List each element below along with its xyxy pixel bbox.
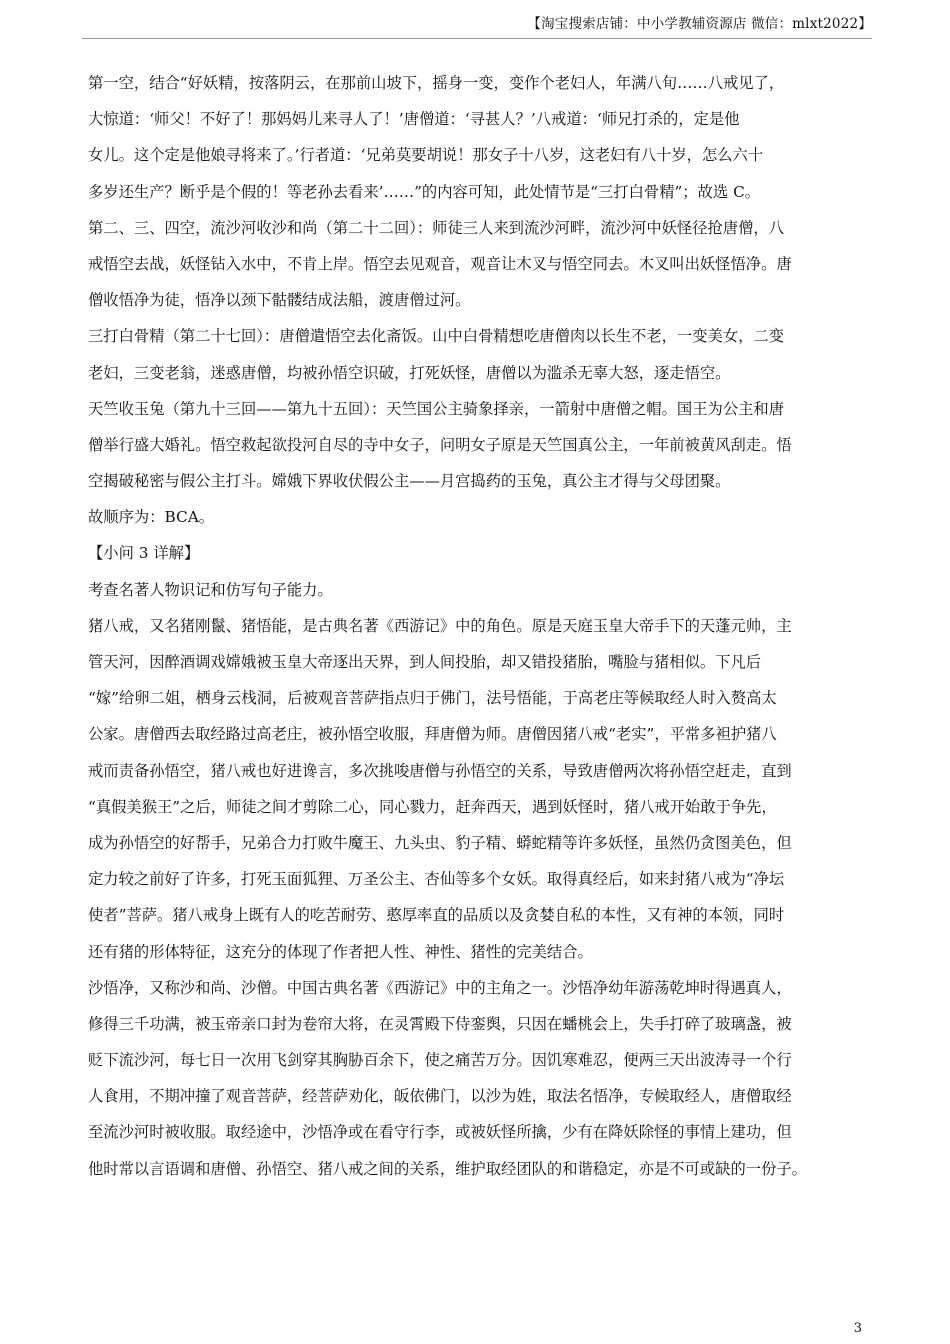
text-line: 还有猪的形体特征，这充分的体现了作者把人性、神性、猪性的完美结合。	[88, 942, 593, 961]
text-line: 使者”菩萨。猪八戒身上既有人的吃苦耐劳、憨厚率直的品质以及贪婪自私的本性，又有神的本领，同时	[88, 906, 785, 925]
text-line: 天竺收玉兔（第九十三回——第九十五回）：天竺国公主骑象择亲，一箭射中唐僧之帽。国王为公主和唐	[88, 399, 785, 418]
text-line: 僧收悟净为徒，悟净以颈下骷髅结成法船，渡唐僧过河。	[88, 291, 471, 310]
text-line: 三打白骨精（第二十七回）：唐僧遣悟空去化斋饭。山中白骨精想吃唐僧肉以长生不老，一变美女，二变	[88, 327, 785, 346]
section-heading: 【小问 3 详解】	[88, 544, 200, 563]
text-line: 修得三千功满，被玉帝亲口封为卷帘大将，在灵霄殿下侍銮舆，只因在蟠桃会上，失手打碎了玻璃盏，被	[88, 1014, 792, 1033]
text-line: 考查名著人物识记和仿写句子能力。	[88, 580, 333, 599]
text-line: “真假美猴王”之后，师徒之间才剪除二心，同心戮力，赶奔西天，遇到妖怪时，猪八戒开始敢于争先，	[88, 797, 777, 816]
text-line: 猪八戒，又名猪刚鬣、猪悟能，是古典名著《西游记》中的角色。原是天庭玉皇大帝手下的天蓬元帅，主	[88, 616, 792, 635]
text-line: 至流沙河时被收服。取经途中，沙悟净或在看守行李，或被妖怪所擒，少有在降妖除怪的事情上建功，但	[88, 1123, 792, 1142]
answer-line: 故顺序为：BCA。	[88, 508, 215, 527]
text-line: 僧举行盛大婚礼。悟空救起欲投河自尽的寺中女子，问明女子原是天竺国真公主，一年前被黄风刮走。悟	[88, 435, 792, 454]
text-line: 管天河，因醉酒调戏嫦娥被玉皇大帝逐出天界，到人间投胎，却又错投猪胎，嘴脸与猪相似。下凡后	[88, 653, 762, 671]
text-line: 第二、三、四空，流沙河收沙和尚（第二十二回）：师徒三人来到流沙河畔，流沙河中妖怪径抢唐僧，八	[88, 218, 785, 237]
text-line: 戒而责备孙悟空，猪八戒也好进谗言，多次挑唆唐僧与孙悟空的关系，导致唐僧两次将孙悟空赶走，直到	[88, 761, 792, 780]
header-divider	[82, 38, 872, 39]
text-line: 老妇，三变老翁，迷惑唐僧，均被孙悟空识破，打死妖怪，唐僧以为滥杀无辜大怒，逐走悟空。	[88, 363, 731, 382]
text-line: 大惊道：‘师父！不好了！那妈妈儿来寻人了！’唐僧道：‘寻甚人？’八戒道：‘师兄打杀的，定是他	[88, 110, 740, 129]
text-line: 人食用，不期冲撞了观音菩萨，经菩萨劝化，皈依佛门，以沙为姓，取法名悟净，专候取经人，唐僧取经	[88, 1087, 792, 1106]
text-line: 沙悟净，又称沙和尚、沙僧。中国古典名著《西游记》中的主角之一。沙悟净幼年游荡乾坤时得遇真人，	[88, 978, 792, 997]
document-body	[88, 72, 870, 1180]
text-line: 女儿。这个定是他娘寻将来了。’行者道：‘兄弟莫要胡说！那女子十八岁，这老妇有八十岁，怎么六十	[88, 146, 764, 165]
text-line: 成为孙悟空的好帮手，兄弟合力打败牛魔王、九头虫、豹子精、蟒蛇精等许多妖怪，虽然仍贪图美色，但	[88, 833, 792, 852]
store-info-header: 【淘宝搜索店铺：中小学教辅资源店 微信：mlxt2022】	[527, 16, 872, 32]
text-line: “嫁”给卵二姐，栖身云栈洞，后被观音菩萨指点归于佛门，法号悟能，于高老庄等候取经人时入赘高太	[88, 689, 777, 708]
text-line: 公家。唐僧西去取经路过高老庄，被孙悟空收服，拜唐僧为师。唐僧因猪八戒“老实”，平常多袒护猪八	[88, 725, 777, 744]
page-number: 3	[853, 1321, 862, 1336]
text-line: 戒悟空去战，妖怪钻入水中，不肯上岸。悟空去见观音，观音让木叉与悟空同去。木叉叫出妖怪悟净。唐	[88, 254, 792, 273]
text-line: 贬下流沙河，每七日一次用飞剑穿其胸胁百余下，使之痛苦万分。因饥寒难忍，便两三天出波涛寻一个行	[88, 1051, 792, 1070]
text-line: 空揭破秘密与假公主打斗。嫦娥下界收伏假公主——月宫捣药的玉兔，真公主才得与父母团聚。	[88, 472, 731, 491]
text-line: 多岁还生产？断乎是个假的！等老孙去看来’……”的内容可知，此处情节是“三打白骨精”；故选 C。	[88, 182, 761, 201]
text-line: 他时常以言语调和唐僧、孙悟空、猪八戒之间的关系，维护取经团队的和谐稳定，亦是不可或缺的一份子。	[88, 1159, 807, 1178]
text-line: 第一空，结合“好妖精，按落阴云，在那前山坡下，摇身一变，变作个老妇人，年满八旬……八戒见了，	[88, 74, 785, 92]
text-line: 定力较之前好了许多，打死玉面狐狸、万圣公主、杏仙等多个女妖。取得真经后，如来封猪八戒为“净坛	[88, 870, 785, 889]
